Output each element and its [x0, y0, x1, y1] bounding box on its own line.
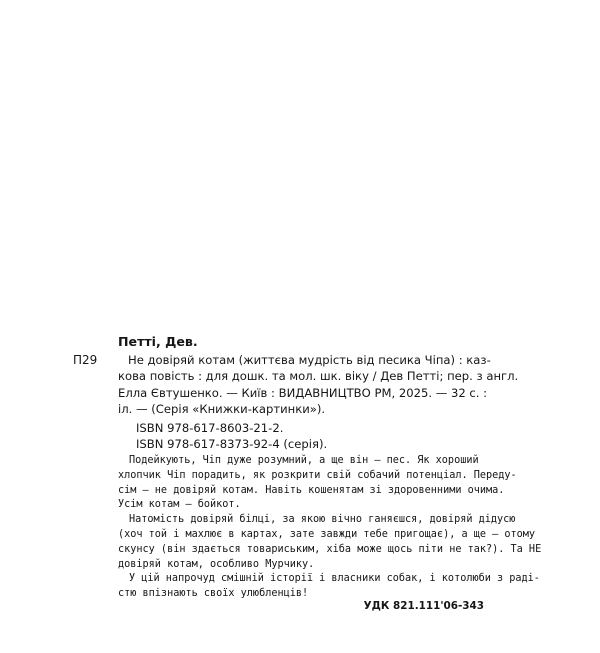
annotation-line: скунсу (він здається товариським, хіба може щось піти не так?). Та НЕ — [118, 543, 542, 555]
udk-code: УДК 821.111'06-343 — [363, 600, 484, 612]
isbn-series-line: ISBN 978-617-8373-92-4 (серія). — [136, 437, 328, 451]
annotation-line: стю впізнають своїх улюбленців! — [118, 588, 309, 600]
isbn-line: ISBN 978-617-8603-21-2. — [136, 421, 284, 435]
annotation-line: (хоч той і махлює в картах, зате завжди тебе пригощає), а ще — отому — [118, 528, 536, 540]
annotation — [118, 454, 541, 602]
bibliographic-description — [118, 352, 518, 418]
annotation-line: сім — не довіряй котам. Навіть кошенятам зі здоровенними очима. — [118, 484, 505, 496]
annotation-line: Усім котам — бойкот. — [118, 499, 241, 511]
annotation-line: Подейкують, Чіп дуже розумний, а ще він — пес. Як хороший — [129, 455, 479, 466]
annotation-line: Натомість довіряй білці, за якою вічно ганяєшся, довіряй дідусю — [129, 514, 516, 526]
annotation-line: хлопчик Чіп порадить, як розкрити свій собачий потенціал. Переду- — [118, 469, 517, 481]
bib-line: кова повість : для дошк. та мол. шк. віку / Дев Петті; пер. з англ. — [118, 369, 519, 384]
annotation-line: довіряй котам, особливо Мурчику. — [118, 558, 315, 570]
bib-line: Елла Євтушенко. — Київ : ВИДАВНИЦТВО РМ, 2025. — 32 с. : — [118, 385, 488, 400]
annotation-line: У цій напрочуд смішній історії і власники собак, і котолюби з раді- — [129, 573, 540, 585]
bib-line: іл. — (Серія «Книжки-картинки»). — [118, 402, 326, 417]
author-code: П29 — [73, 353, 98, 367]
author-heading: Петті, Дев. — [118, 334, 198, 349]
bib-line: Не довіряй котам (життєва мудрість від песика Чіпа) : каз- — [128, 353, 491, 367]
